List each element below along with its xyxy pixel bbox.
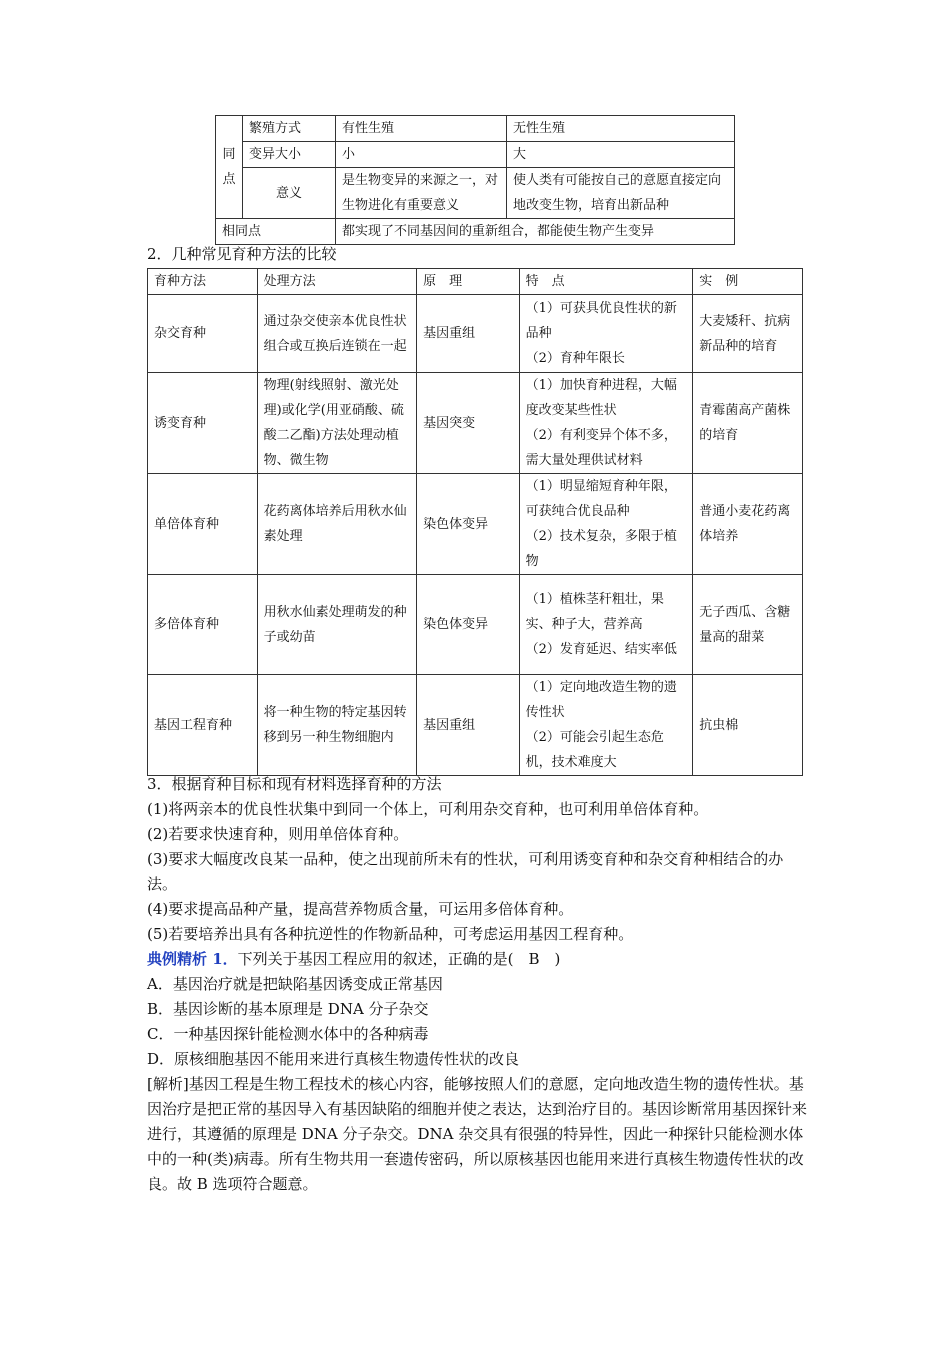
table-row [216,116,735,142]
asexual-cell: 无性生殖 [507,116,735,142]
header-cell: 实 例 [693,269,803,295]
principle-cell: 基因重组 [417,295,520,373]
option-d: D．原核细胞基因不能用来进行真核生物遗传性状的改良 [147,1050,520,1068]
header-cell: 处理方法 [257,269,416,295]
table-header-row [148,269,803,295]
option-b: B．基因诊断的基本原理是 DNA 分子杂交 [147,1000,429,1018]
feature-1: （1）明显缩短育种年限，可获纯合优良品种 [525,479,677,519]
list-item: (1)将两亲本的优良性状集中到同一个体上，可利用杂交育种，也可利用单倍体育种。 [147,800,709,818]
header-cell: 原 理 [417,269,520,295]
feature-2: （2）育种年限长 [525,351,625,366]
list-item: (3)要求大幅度改良某一品种，使之出现前所未有的性状，可利用诱变育种和杂交育种相结合的办法。 [147,850,784,893]
principle-cell: 基因重组 [417,675,520,776]
example-cell: 普通小麦花药离体培养 [693,474,803,575]
method-cell: 多倍体育种 [148,575,258,675]
reproduction-compare-table [215,115,735,245]
sexual-cell: 是生物变异的来源之一，对生物进化有重要意义 [336,168,507,219]
example-cell: 大麦矮秆、抗病新品种的培育 [693,295,803,373]
table-row [148,675,803,776]
list-item: (5)若要培养出具有各种抗逆性的作物新品种，可考虑运用基因工程育种。 [147,925,634,943]
example-cell: 无子西瓜、含糖量高的甜菜 [693,575,803,675]
method-cell: 基因工程育种 [148,675,258,776]
list-item: (4)要求提高品种产量，提高营养物质含量，可运用多倍体育种。 [147,900,574,918]
section-3 [147,772,807,1197]
section-3-title: 3．根据育种目标和现有材料选择育种的方法 [147,775,442,793]
feature-cell [519,575,693,675]
example-label: 典例精析 1． [147,950,238,968]
method-cell: 单倍体育种 [148,474,258,575]
breeding-methods-table [147,268,803,776]
principle-cell: 基因突变 [417,373,520,474]
feature-1: （1）植株茎秆粗壮，果实、种子大，营养高 [525,592,664,632]
feature-cell [519,675,693,776]
principle-cell: 染色体变异 [417,474,520,575]
table-row [148,474,803,575]
row-label: 繁殖方式 [243,116,336,142]
process-cell: 将一种生物的特定基因转移到另一种生物细胞内 [257,675,416,776]
process-cell: 用秋水仙素处理萌发的种子或幼苗 [257,575,416,675]
header-cell: 育种方法 [148,269,258,295]
feature-2: （2）有利变异个体不多，需大量处理供试材料 [525,428,677,468]
feature-cell [519,474,693,575]
feature-cell [519,373,693,474]
table-row [148,295,803,373]
section-2-title: 2．几种常见育种方法的比较 [147,245,337,263]
sexual-cell: 小 [336,142,507,168]
table-row [216,142,735,168]
table-row [148,575,803,675]
row-label: 变异大小 [243,142,336,168]
feature-1: （1）加快育种进程，大幅度改变某些性状 [525,378,677,418]
feature-1: （1）可获具优良性状的新品种 [525,301,677,341]
asexual-cell: 使人类有可能按自己的意愿直接定向地改变生物，培育出新品种 [507,168,735,219]
feature-2: （2）发育延迟、结实率低 [525,642,677,657]
feature-1: （1）定向地改造生物的遗传性状 [525,680,677,720]
example-question [147,947,807,972]
feature-2: （2）技术复杂，多限于植物 [525,529,677,569]
table-row [216,168,735,219]
feature-2: （2）可能会引起生态危机，技术难度大 [525,730,664,770]
process-cell: 通过杂交使亲本优良性状组合或互换后连锁在一起 [257,295,416,373]
table-row [148,373,803,474]
option-a: A．基因治疗就是把缺陷基因诱变成正常基因 [147,975,443,993]
analysis-text: [解析]基因工程是生物工程技术的核心内容，能够按照人们的意愿，定向地改造生物的遗传性状。基因治疗是把正常的基因导入有基因缺陷的细胞并使之表达，达到治疗目的。基因诊断常用基因探针来进行，其遵循的原理是 DNA 分子杂交。DNA 杂交具有很强的特异性，因此一种探针只能检测水体中的一种(类)病毒。所有生物共用一套遗传密码，所以原核基因也能用来进行真核生物遗传性状的改良。故 B 选项符合题意。 [147,1075,808,1193]
question-text: 下列关于基因工程应用的叙述，正确的是( B ) [237,950,561,968]
method-cell: 诱变育种 [148,373,258,474]
asexual-cell: 大 [507,142,735,168]
list-item: (2)若要求快速育种，则用单倍体育种。 [147,825,409,843]
principle-cell: 染色体变异 [417,575,520,675]
method-cell: 杂交育种 [148,295,258,373]
table-row [216,219,735,245]
same-text: 都实现了不同基因间的重新组合，都能使生物产生变异 [336,219,735,245]
row-label: 意义 [243,168,336,219]
process-cell: 花药离体培养后用秋水仙素处理 [257,474,416,575]
same-label: 相同点 [216,219,336,245]
feature-cell [519,295,693,373]
sexual-cell: 有性生殖 [336,116,507,142]
example-cell: 抗虫棉 [693,675,803,776]
header-cell: 特 点 [519,269,693,295]
side-label: 同点 [216,116,243,219]
option-c: C．一种基因探针能检测水体中的各种病毒 [147,1025,429,1043]
example-cell: 青霉菌高产菌株的培育 [693,373,803,474]
process-cell: 物理(射线照射、激光处理)或化学(用亚硝酸、硫酸二乙酯)方法处理动植物、微生物 [257,373,416,474]
